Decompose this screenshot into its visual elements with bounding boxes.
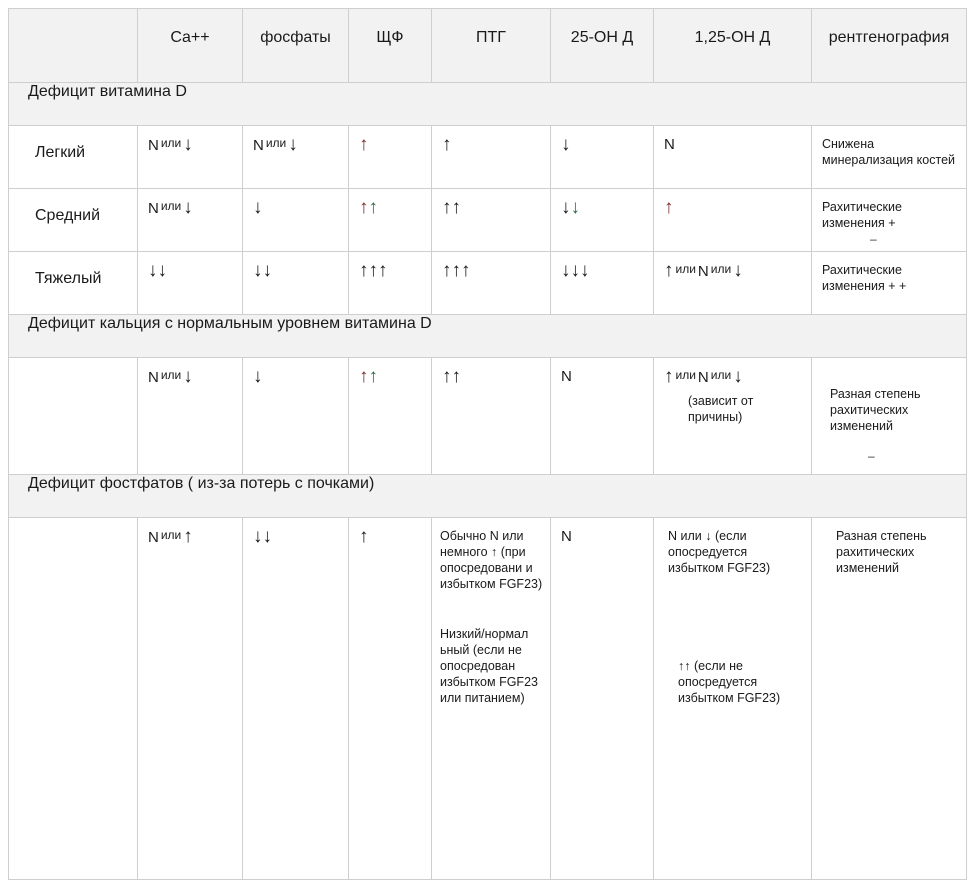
mild-125oh-cell: [654, 126, 812, 189]
header-25oh-cell: [551, 9, 654, 83]
header-shf-cell: [349, 9, 432, 83]
moderate-xray-text: Рахитические изменения +: [822, 200, 902, 230]
row-label-moderate: Средний: [35, 207, 101, 224]
mild-shf-cell: [349, 126, 432, 189]
n-value: N: [148, 137, 159, 154]
table-row-severe: [9, 252, 967, 315]
moderate-ca-cell: [138, 189, 243, 252]
down-arrow-icon: ↓: [253, 366, 263, 387]
severe-phosphates-cell: [243, 252, 349, 315]
calcium-25oh-cell: [551, 358, 654, 475]
calcium-ca-cell: [138, 358, 243, 475]
n-value: N: [561, 528, 572, 545]
or-text: или: [160, 199, 182, 213]
table-row-phosphate: [9, 518, 967, 880]
up-arrow-icon: ↑: [368, 197, 378, 218]
up-arrow-icon: ↑: [368, 366, 378, 387]
n-value: N: [697, 263, 709, 280]
row-label-cell: [9, 252, 138, 315]
n-value: N: [148, 529, 159, 546]
header-ca: Ca++: [170, 29, 210, 46]
n-value: N: [697, 369, 709, 386]
phosphate-125oh-text-a: N или ↓ (если опосредуется избытком FGF23): [668, 529, 771, 575]
calcium-shf-cell: [349, 358, 432, 475]
header-125oh: 1,25-ОН Д: [694, 29, 771, 46]
or-text: или: [675, 368, 696, 382]
mild-25oh-cell: [551, 126, 654, 189]
severe-ptg-cell: [432, 252, 551, 315]
moderate-ptg-cell: [432, 189, 551, 252]
table-row-calcium: [9, 358, 967, 475]
mild-ca-cell: [138, 126, 243, 189]
dash-mark: –: [868, 449, 875, 463]
up-arrow-icon: ↑: [359, 134, 369, 155]
severe-xray-text: Рахитические изменения + +: [822, 263, 907, 293]
triple-up-arrow-icon: ↑↑↑: [359, 260, 388, 281]
n-value: N: [664, 136, 675, 153]
header-125oh-cell: [654, 9, 812, 83]
row-label-cell: [9, 126, 138, 189]
double-down-arrow-icon: ↓↓: [253, 260, 272, 281]
severe-shf-cell: [349, 252, 432, 315]
or-text: или: [675, 262, 696, 276]
down-arrow-icon: ↓: [561, 134, 571, 155]
or-text: или: [160, 136, 182, 150]
n-value: N: [148, 200, 159, 217]
section-phosphate-title: Дефицит фостфатов ( из-за потерь с почками): [28, 475, 375, 492]
moderate-25oh-cell: [551, 189, 654, 252]
down-arrow-icon: ↓: [253, 197, 263, 218]
table-row-mild: [9, 126, 967, 189]
double-down-arrow-icon: ↓↓: [148, 260, 167, 281]
or-text: или: [265, 136, 287, 150]
header-ptg-cell: [432, 9, 551, 83]
section-calcium-title: Дефицит кальция с нормальным уровнем витамина D: [28, 315, 432, 332]
phosphate-xray-text: Разная степень рахитических изменений: [836, 529, 927, 575]
phosphate-shf-cell: [349, 518, 432, 880]
header-25oh: 25-ОН Д: [570, 29, 634, 46]
section-vitd-title: Дефицит витамина D: [28, 83, 187, 100]
section-row-calcium: [9, 315, 967, 358]
section-vitd-cell: [9, 83, 967, 126]
header-row: [9, 9, 967, 83]
header-empty-cell: [9, 9, 138, 83]
dash-mark: –: [870, 232, 877, 246]
or-text: или: [710, 368, 732, 382]
down-arrow-icon: ↓: [183, 134, 193, 155]
down-arrow-icon: ↓: [183, 197, 193, 218]
header-xray: рентгенография: [828, 29, 950, 46]
moderate-shf-cell: [349, 189, 432, 252]
header-ptg: ПТГ: [476, 29, 506, 46]
up-arrow-icon: ↑: [664, 197, 674, 218]
down-arrow-icon: ↓: [570, 197, 580, 218]
up-arrow-icon: ↑: [664, 366, 674, 387]
calcium-label-cell: [9, 358, 138, 475]
mild-xray-cell: [812, 126, 967, 189]
header-shf: ЩФ: [376, 29, 404, 46]
phosphate-label-cell: [9, 518, 138, 880]
n-value: N: [561, 368, 572, 385]
up-arrow-icon: ↑: [183, 526, 193, 547]
table-row-moderate: [9, 189, 967, 252]
phosphate-25oh-cell: [551, 518, 654, 880]
header-xray-cell: [812, 9, 967, 83]
calcium-ptg-cell: [432, 358, 551, 475]
calcium-xray-text: Разная степень рахитических изменений: [830, 387, 921, 433]
section-calcium-cell: [9, 315, 967, 358]
header-phosphates: фосфаты: [260, 29, 331, 46]
up-arrow-icon: ↑: [359, 197, 369, 218]
up-arrow-icon: ↑: [359, 526, 369, 547]
section-row-vitd: [9, 83, 967, 126]
down-arrow-icon: ↓: [733, 260, 743, 281]
calcium-125oh-cell: [654, 358, 812, 475]
double-up-arrow-icon: ↑↑: [442, 366, 461, 387]
row-label-cell: [9, 189, 138, 252]
row-label-mild: Легкий: [35, 144, 86, 161]
phosphate-phosphates-cell: [243, 518, 349, 880]
row-label-severe: Тяжелый: [35, 270, 102, 287]
down-arrow-icon: ↓: [288, 134, 298, 155]
phosphate-ca-cell: [138, 518, 243, 880]
severe-ca-cell: [138, 252, 243, 315]
vitamin-d-deficiency-table: [8, 8, 967, 880]
phosphate-ptg-text-b: Низкий/нормал ьный (если не опосредован избытком FGF23 или питанием): [440, 627, 538, 705]
down-arrow-icon: ↓: [561, 197, 571, 218]
phosphate-ptg-cell: [432, 518, 551, 880]
calcium-125oh-note: (зависит от причины): [688, 394, 754, 424]
n-value: N: [253, 137, 264, 154]
phosphate-xray-cell: [812, 518, 967, 880]
severe-xray-cell: [812, 252, 967, 315]
calcium-xray-cell: [812, 358, 967, 475]
mild-phosphates-cell: [243, 126, 349, 189]
double-up-arrow-icon: ↑↑: [442, 197, 461, 218]
header-ca-cell: [138, 9, 243, 83]
moderate-125oh-cell: [654, 189, 812, 252]
or-text: или: [160, 368, 182, 382]
severe-25oh-cell: [551, 252, 654, 315]
or-text: или: [160, 528, 182, 542]
section-phosphate-cell: [9, 475, 967, 518]
down-arrow-icon: ↓: [183, 366, 193, 387]
triple-down-arrow-icon: ↓↓↓: [561, 260, 590, 281]
moderate-phosphates-cell: [243, 189, 349, 252]
double-down-arrow-icon: ↓↓: [253, 526, 272, 547]
up-arrow-icon: ↑: [359, 366, 369, 387]
mild-ptg-cell: [432, 126, 551, 189]
section-row-phosphate: [9, 475, 967, 518]
moderate-xray-cell: [812, 189, 967, 252]
up-arrow-icon: ↑: [442, 134, 452, 155]
phosphate-ptg-text-a: Обычно N или немного ↑ (при опосредовани и избытком FGF23): [440, 529, 543, 591]
phosphate-125oh-text-b: ↑↑ (если не опосредуется избытком FGF23): [678, 659, 781, 705]
or-text: или: [710, 262, 732, 276]
down-arrow-icon: ↓: [733, 366, 743, 387]
calcium-phosphates-cell: [243, 358, 349, 475]
phosphate-125oh-cell: [654, 518, 812, 880]
severe-125oh-cell: [654, 252, 812, 315]
n-value: N: [148, 369, 159, 386]
mild-xray-text: Снижена минерализация костей: [822, 137, 956, 167]
header-phosphates-cell: [243, 9, 349, 83]
triple-up-arrow-icon: ↑↑↑: [442, 260, 471, 281]
up-arrow-icon: ↑: [664, 260, 674, 281]
